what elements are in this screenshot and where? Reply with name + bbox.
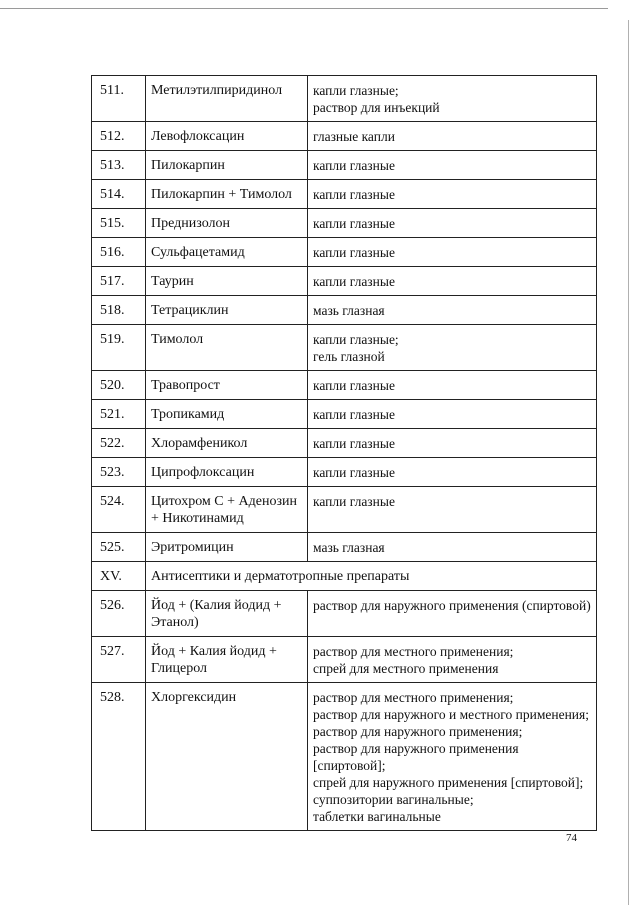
item-number: 520.: [92, 371, 146, 400]
drug-name: Эритромицин: [146, 533, 308, 562]
item-number: 518.: [92, 296, 146, 325]
drug-name: Хлоргексидин: [146, 683, 308, 831]
dosage-forms: [308, 209, 597, 238]
drug-name: Тимолол: [146, 325, 308, 371]
dosage-form-line: капли глазные: [313, 158, 395, 173]
section-header-row: [92, 562, 597, 591]
dosage-form-line: раствор для наружного применения;: [313, 724, 523, 739]
dosage-forms: [308, 683, 597, 831]
dosage-forms: [308, 591, 597, 637]
dosage-form-line: раствор для инъекций: [313, 100, 440, 115]
dosage-form-line: гель глазной: [313, 349, 385, 364]
dosage-form-line: капли глазные: [313, 378, 395, 393]
dosage-form-line: капли глазные: [313, 274, 395, 289]
item-number: 513.: [92, 151, 146, 180]
dosage-form-line: капли глазные: [313, 494, 395, 509]
dosage-form-line: раствор для местного применения;: [313, 644, 514, 659]
item-number: 511.: [92, 76, 146, 122]
dosage-forms: [308, 180, 597, 209]
dosage-form-line: капли глазные: [313, 245, 395, 260]
item-number: 525.: [92, 533, 146, 562]
table-row: [92, 267, 597, 296]
dosage-forms: [308, 76, 597, 122]
dosage-form-line: капли глазные: [313, 216, 395, 231]
dosage-form-line: раствор для наружного применения [спиртовой];: [313, 741, 519, 773]
dosage-forms: [308, 238, 597, 267]
drug-name: Цитохром С + Аденозин + Никотинамид: [146, 487, 308, 533]
dosage-form-line: мазь глазная: [313, 540, 385, 555]
item-number: 515.: [92, 209, 146, 238]
dosage-form-line: спрей для наружного применения [спиртовой];: [313, 775, 584, 790]
dosage-form-line: суппозитории вагинальные;: [313, 792, 474, 807]
dosage-form-line: спрей для местного применения: [313, 661, 499, 676]
section-number: XV.: [92, 562, 146, 591]
dosage-form-line: раствор для наружного применения (спиртовой): [313, 598, 591, 613]
dosage-forms: [308, 371, 597, 400]
table-row: [92, 637, 597, 683]
table-row: [92, 591, 597, 637]
table-row: [92, 238, 597, 267]
table-row: [92, 487, 597, 533]
drug-name: Тропикамид: [146, 400, 308, 429]
dosage-form-line: таблетки вагинальные: [313, 809, 441, 824]
item-number: 514.: [92, 180, 146, 209]
table-row: [92, 180, 597, 209]
item-number: 522.: [92, 429, 146, 458]
drug-name: Ципрофлоксацин: [146, 458, 308, 487]
table-row: [92, 76, 597, 122]
drug-name: Тетрациклин: [146, 296, 308, 325]
drug-name: Травопрост: [146, 371, 308, 400]
drug-name: Пилокарпин + Тимолол: [146, 180, 308, 209]
item-number: 528.: [92, 683, 146, 831]
drug-name: Йод + Калия йодид + Глицерол: [146, 637, 308, 683]
dosage-form-line: капли глазные: [313, 465, 395, 480]
table-row: [92, 209, 597, 238]
drug-name: Метилэтилпиридинол: [146, 76, 308, 122]
dosage-forms: [308, 151, 597, 180]
dosage-form-line: капли глазные;: [313, 83, 399, 98]
dosage-forms: [308, 533, 597, 562]
drug-list-body: [92, 76, 597, 831]
item-number: 521.: [92, 400, 146, 429]
table-row: [92, 458, 597, 487]
table-row: [92, 325, 597, 371]
dosage-form-line: капли глазные;: [313, 332, 399, 347]
table-row: [92, 371, 597, 400]
drug-name: Преднизолон: [146, 209, 308, 238]
drug-name: Пилокарпин: [146, 151, 308, 180]
dosage-forms: [308, 637, 597, 683]
item-number: 526.: [92, 591, 146, 637]
item-number: 523.: [92, 458, 146, 487]
dosage-form-line: капли глазные: [313, 436, 395, 451]
drug-name: Левофлоксацин: [146, 122, 308, 151]
table-row: [92, 533, 597, 562]
dosage-forms: [308, 296, 597, 325]
table-row: [92, 683, 597, 831]
dosage-form-line: капли глазные: [313, 187, 395, 202]
dosage-forms: [308, 429, 597, 458]
dosage-form-line: мазь глазная: [313, 303, 385, 318]
dosage-forms: [308, 122, 597, 151]
item-number: 519.: [92, 325, 146, 371]
dosage-form-line: раствор для местного применения;: [313, 690, 514, 705]
drug-name: Сульфацетамид: [146, 238, 308, 267]
scan-edge-line-top: [0, 8, 608, 9]
dosage-forms: [308, 487, 597, 533]
dosage-form-line: раствор для наружного и местного применения;: [313, 707, 589, 722]
section-title: Антисептики и дерматотропные препараты: [146, 562, 597, 591]
table-row: [92, 122, 597, 151]
drug-name: Йод + (Калия йодид + Этанол): [146, 591, 308, 637]
table-row: [92, 151, 597, 180]
dosage-forms: [308, 458, 597, 487]
dosage-forms: [308, 325, 597, 371]
item-number: 516.: [92, 238, 146, 267]
dosage-forms: [308, 267, 597, 296]
drug-name: Таурин: [146, 267, 308, 296]
item-number: 527.: [92, 637, 146, 683]
item-number: 517.: [92, 267, 146, 296]
dosage-form-line: глазные капли: [313, 129, 395, 144]
table-row: [92, 400, 597, 429]
scan-edge-line-right: [628, 20, 629, 905]
dosage-forms: [308, 400, 597, 429]
drug-name: Хлорамфеникол: [146, 429, 308, 458]
drug-list-table: [91, 75, 597, 831]
table-row: [92, 429, 597, 458]
page-number: 74: [566, 832, 577, 844]
dosage-form-line: капли глазные: [313, 407, 395, 422]
table-row: [92, 296, 597, 325]
item-number: 512.: [92, 122, 146, 151]
item-number: 524.: [92, 487, 146, 533]
